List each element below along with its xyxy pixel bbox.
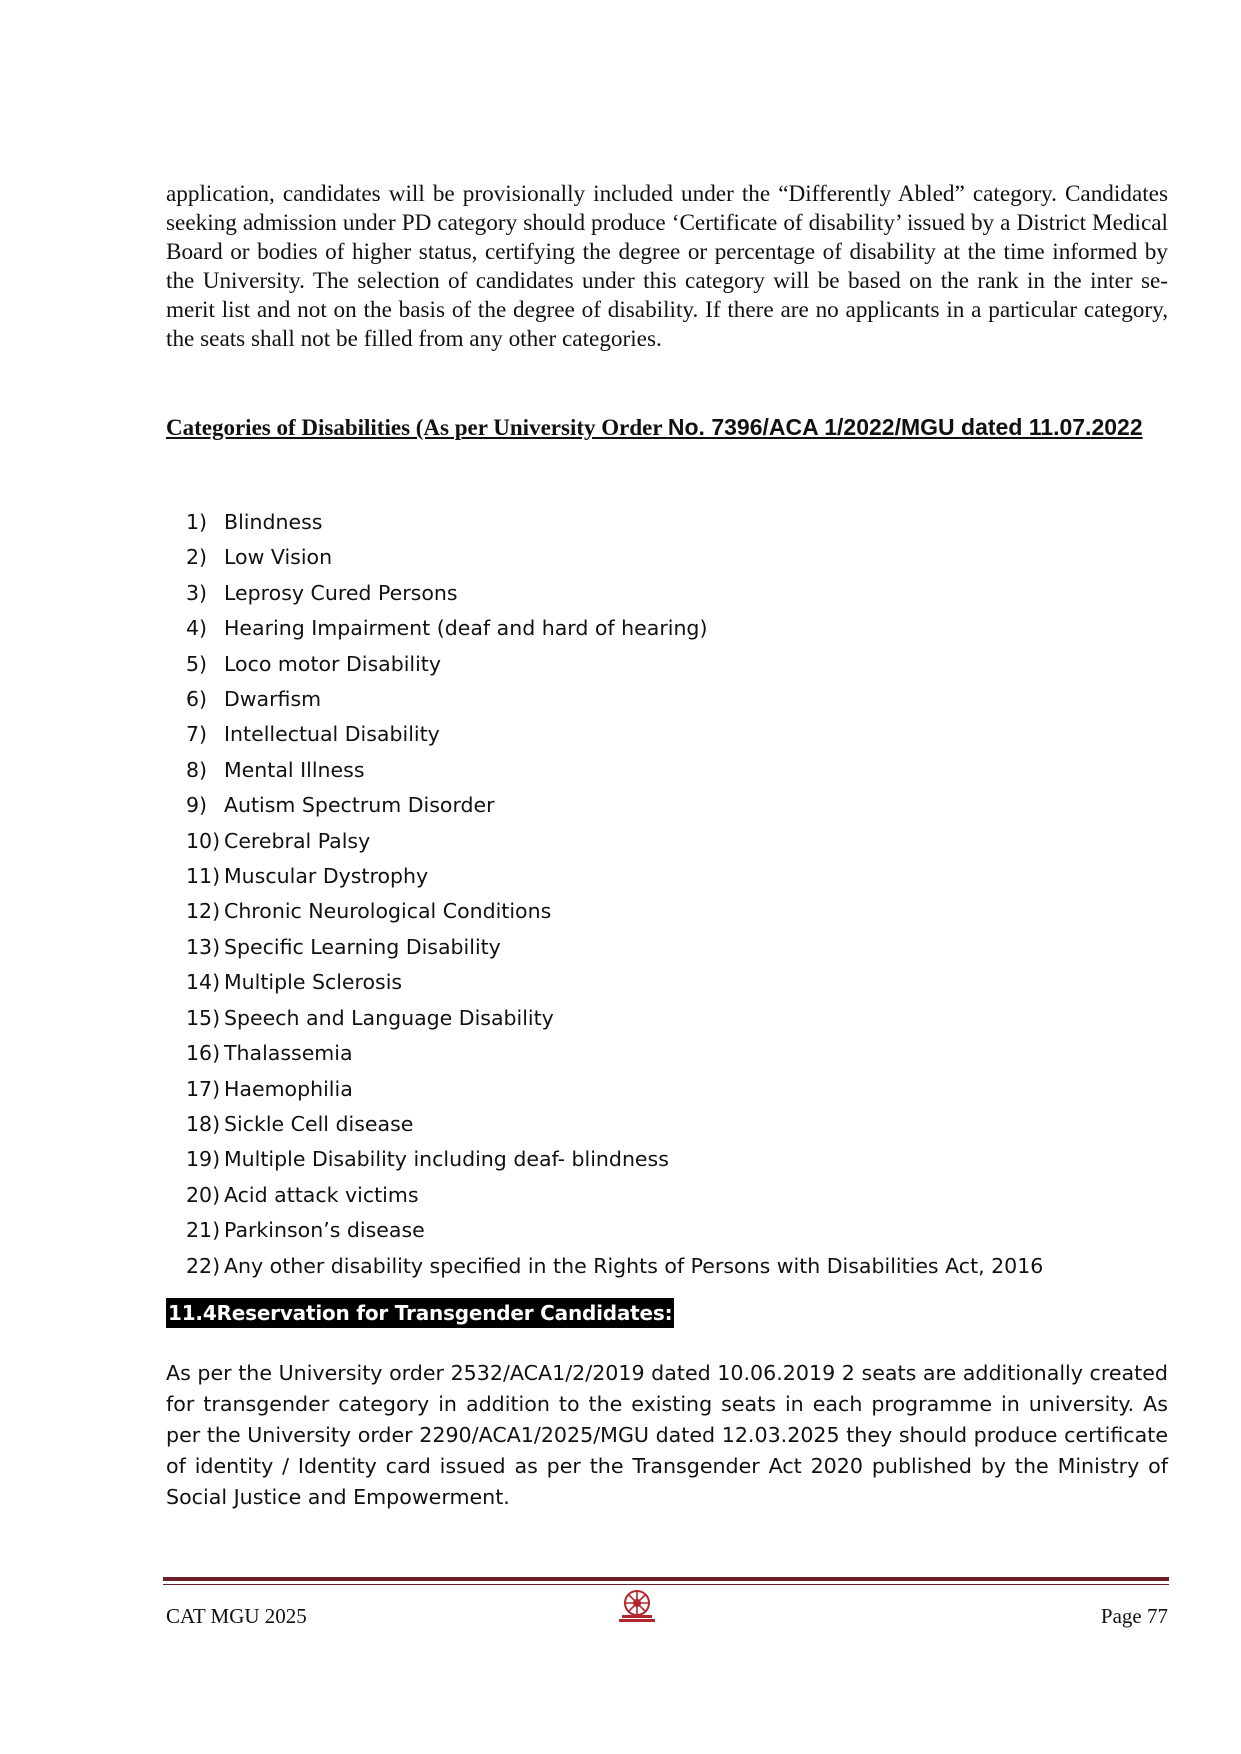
list-item-number: 2): [186, 545, 208, 570]
list-item-label: Speech and Language Disability: [224, 1005, 554, 1030]
list-item-number: 19): [186, 1147, 221, 1172]
list-item-label: Chronic Neurological Conditions: [224, 899, 552, 924]
section-title-transgender: 11.4Reservation for Transgender Candidates:: [166, 1298, 674, 1328]
list-item: [186, 717, 1043, 752]
list-item: [186, 1001, 1043, 1036]
list-item-label: Leprosy Cured Persons: [224, 580, 458, 605]
list-item: [186, 540, 1043, 575]
list-item-label: Autism Spectrum Disorder: [224, 793, 495, 818]
list-item-label: Intellectual Disability: [224, 722, 440, 747]
list-item: [186, 859, 1043, 894]
footer-rule-thin: [163, 1584, 1169, 1585]
list-item: [186, 576, 1043, 611]
list-item-number: 6): [186, 687, 208, 712]
list-item: [186, 965, 1043, 1000]
list-item-label: Cerebral Palsy: [224, 828, 371, 853]
list-item-number: 10): [186, 828, 221, 853]
list-item-number: 12): [186, 899, 221, 924]
list-item-number: 13): [186, 934, 221, 959]
intro-paragraph: application, candidates will be provisionally included under the “Differently Abled” category. Candidates seeking admission under PD category should produce ‘Certificate of disability’ issued by a District Medical Board or bodies of higher status, certifying the degree or percentage of disability at the time informed by the University. The selection of candidates under this category will be based on the rank in the inter se-merit list and not on the basis of the degree of disability. If there are no applicants in a particular category, the seats shall not be filled from any other categories.: [166, 181, 1168, 352]
list-item-number: 3): [186, 580, 208, 605]
list-item: [186, 894, 1043, 929]
list-item-number: 1): [186, 510, 208, 534]
list-item: [186, 1213, 1043, 1248]
list-item: [186, 611, 1043, 646]
list-item-label: Multiple Sclerosis: [224, 970, 403, 995]
list-item: [186, 682, 1043, 717]
heading-serif-part: Categories of Disabilities (As per University Order: [166, 415, 668, 440]
list-item: [186, 1107, 1043, 1142]
list-item-number: 8): [186, 757, 208, 782]
footer-doc-title: CAT MGU 2025: [166, 1604, 307, 1628]
list-item-number: 18): [186, 1111, 221, 1136]
list-item-number: 14): [186, 970, 221, 995]
list-item-label: Muscular Dystrophy: [224, 864, 429, 889]
list-item: [186, 788, 1043, 823]
list-item-number: 15): [186, 1005, 221, 1030]
list-item: [186, 1072, 1043, 1107]
list-item: [186, 1036, 1043, 1071]
list-item-number: 22): [186, 1253, 221, 1278]
university-emblem-icon: [614, 1588, 660, 1624]
list-item: [186, 824, 1043, 859]
disabilities-heading: [166, 410, 1168, 445]
list-item: [186, 1249, 1043, 1284]
list-item-number: 5): [186, 651, 208, 676]
list-item: [186, 1178, 1043, 1213]
list-item-label: Multiple Disability including deaf- blindness: [224, 1147, 669, 1172]
heading-order-number: No. 7396/ACA 1/2022/MGU dated 11.07.2022: [667, 414, 1143, 440]
list-item-number: 21): [186, 1218, 221, 1243]
footer-rule-thick: [163, 1577, 1169, 1581]
transgender-paragraph: As per the University order 2532/ACA1/2/2019 dated 10.06.2019 2 seats are additionally created for transgender category in addition to the existing seats in each programme in university. As per the University order 2290/ACA1/2025/MGU dated 12.03.2025 they should produce certificate of identity / Identity card issued as per the Transgender Act 2020 published by the Ministry of Social Justice and Empowerment.: [166, 1361, 1168, 1509]
list-item-label: Blindness: [224, 510, 323, 534]
list-item-label: Sickle Cell disease: [224, 1111, 414, 1136]
list-item-label: Specific Learning Disability: [224, 934, 501, 959]
list-item: [186, 1142, 1043, 1177]
list-item-label: Any other disability specified in the Rights of Persons with Disabilities Act, 2016: [224, 1253, 1044, 1278]
list-item-number: 7): [186, 722, 208, 747]
list-item-number: 11): [186, 864, 221, 889]
list-item-label: Mental Illness: [224, 757, 365, 782]
list-item-number: 4): [186, 616, 208, 641]
list-item-number: 20): [186, 1182, 221, 1207]
list-item-label: Low Vision: [224, 545, 333, 570]
list-item-label: Dwarfism: [224, 687, 322, 712]
list-item-number: 17): [186, 1076, 221, 1101]
list-item-label: Acid attack victims: [224, 1182, 419, 1207]
disabilities-list: [186, 505, 1043, 1284]
list-item-number: 16): [186, 1041, 221, 1066]
list-item-label: Thalassemia: [224, 1041, 353, 1066]
list-item-label: Hearing Impairment (deaf and hard of hearing): [224, 616, 708, 641]
list-item: [186, 505, 1043, 540]
list-item: [186, 647, 1043, 682]
list-item: [186, 930, 1043, 965]
list-item-number: 9): [186, 793, 208, 818]
list-item: [186, 753, 1043, 788]
list-item-label: Haemophilia: [224, 1076, 353, 1101]
list-item-label: Parkinson’s disease: [224, 1218, 425, 1243]
footer-page-number: Page 77: [1100, 1604, 1168, 1628]
list-item-label: Loco motor Disability: [224, 651, 441, 676]
